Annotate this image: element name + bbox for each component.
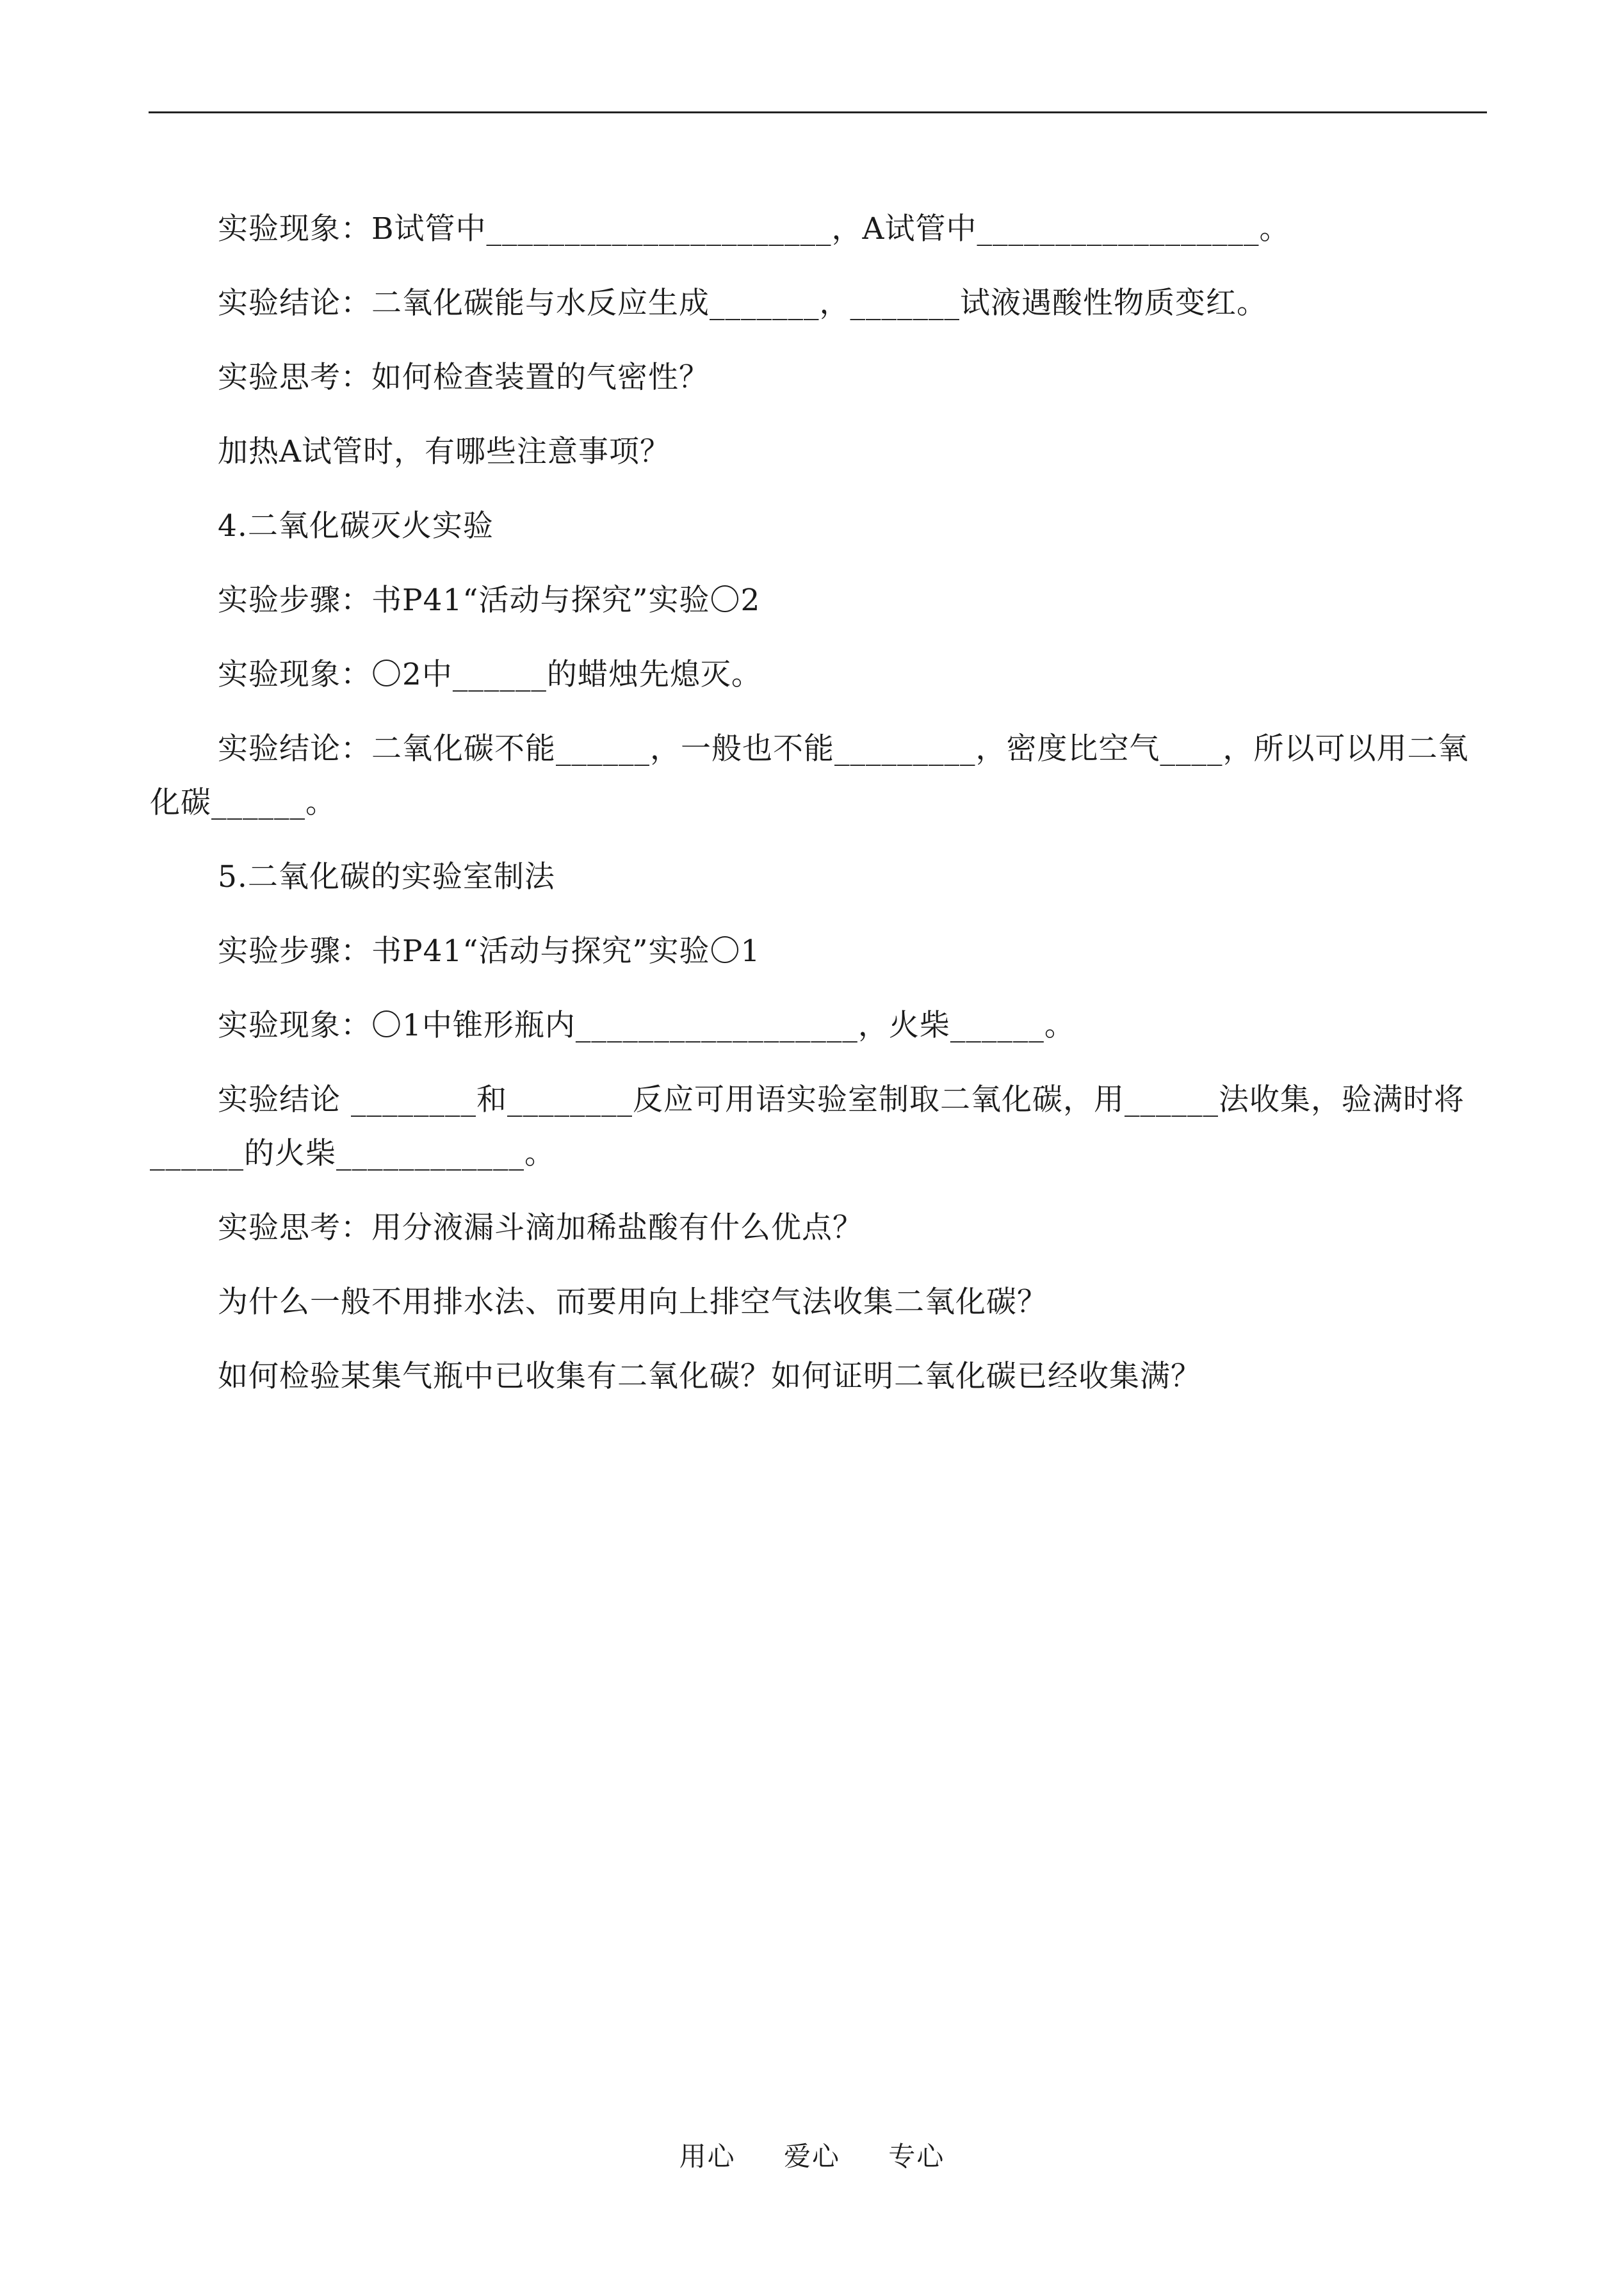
paragraph: 实验现象：〇2中______的蜡烛先熄灭。	[218, 657, 762, 692]
paragraph: 实验结论：二氧化碳能与水反应生成_______，_______试液遇酸性物质变红。	[218, 286, 1267, 321]
footer-word: 用心	[679, 2141, 736, 2172]
paragraph: 为什么一般不用排水法、而要用向上排空气法收集二氧化碳？	[218, 1285, 1048, 1320]
paragraph: 实验思考：用分液漏斗滴加稀盐酸有什么优点？	[218, 1210, 863, 1245]
paragraph: 实验步骤：书P41“活动与探究”实验〇2	[218, 583, 761, 618]
paragraph: 加热A试管时，有哪些注意事项？	[218, 434, 670, 469]
paragraph: 实验结论：二氧化碳不能______，一般也不能_________，密度比空气____，所以可以用二氧化碳______。	[150, 731, 1469, 820]
paragraph: 如何检验某集气瓶中已收集有二氧化碳？如何证明二氧化碳已经收集满？	[218, 1359, 1201, 1394]
paragraph: 实验结论 ________和________反应可用语实验室制取二氧化碳，用______法收集，验满时将______的火柴____________。	[150, 1082, 1465, 1171]
header-rule	[149, 111, 1487, 113]
section-heading: 4.二氧化碳灭火实验	[218, 508, 494, 544]
paragraph: 实验步骤：书P41“活动与探究”实验〇1	[218, 934, 761, 969]
paragraph: 实验现象：〇1中锥形瓶内__________________，火柴______。	[218, 1008, 1075, 1043]
section-heading: 5.二氧化碳的实验室制法	[218, 859, 555, 895]
footer-word: 爱心	[783, 2141, 840, 2172]
paragraph: 实验思考：如何检查装置的气密性？	[218, 360, 710, 395]
page-footer	[0, 2136, 1624, 2174]
paragraph: 实验现象：B试管中______________________，A试管中__________________。	[218, 211, 1290, 247]
footer-word: 专心	[888, 2141, 945, 2172]
document-body	[150, 192, 1488, 1414]
